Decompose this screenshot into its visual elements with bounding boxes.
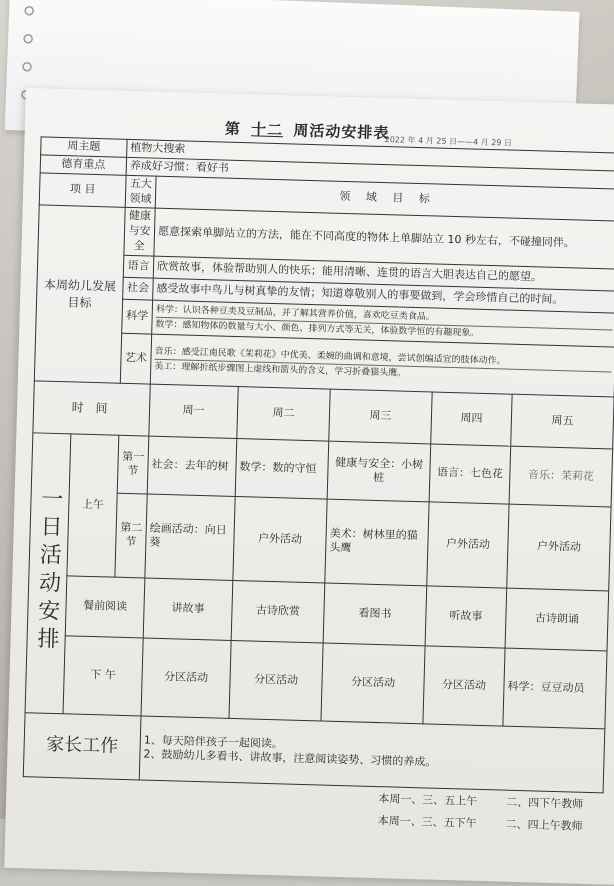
theme-label: 周主题 [41, 137, 127, 157]
afternoon-cell: 分区活动 [141, 638, 231, 718]
parent-work-label: 家长工作 [23, 713, 141, 780]
time-label: 时 间 [33, 381, 150, 436]
daily-schedule-text: 一日活动安排 [33, 486, 64, 656]
afternoon-cell: 分区活动 [423, 646, 505, 726]
pre-meal-cell: 古诗朗诵 [505, 588, 609, 651]
area-health: 健康与安全 [124, 208, 155, 256]
day-header: 周一 [149, 384, 238, 438]
moral-focus-value: 养成好习惯：看好书 [126, 157, 614, 189]
goal-craft-line: 美工：理解折纸步骤图上虚线和箭头的含义，学习折叠猫头鹰。 [154, 361, 407, 379]
parent-work-item: 2、鼓励幼儿多看书、讲故事，注意阅读姿势、习惯的养成。 [143, 747, 437, 770]
session2-cell: 户外活动 [507, 504, 611, 591]
session2-cell: 美术：树林里的猫头鹰 [325, 499, 429, 586]
session1-cell: 音乐：茉莉花 [509, 446, 613, 507]
pre-meal-cell: 讲故事 [143, 578, 233, 640]
footer-note: 本周一、三、五上午 [378, 792, 478, 808]
area-social: 社会 [123, 277, 154, 300]
session1-cell: 社会：去年的树 [147, 436, 237, 496]
parent-work-content [139, 716, 605, 793]
day-header: 周三 [329, 389, 432, 444]
item-header: 项 目 [39, 173, 126, 208]
date-range: 2022 年 4 月 25 日——4 月 29 日 [384, 135, 513, 148]
parent-work-item: 1、每天陪伴孩子一起阅读。 [143, 733, 283, 750]
session1-cell: 健康与安全：小树桩 [327, 441, 431, 502]
goal-health: 愿意探索单脚站立的方法，能在不同高度的物体上单脚站立 10 秒左右，不碰撞同伴。 [154, 209, 614, 269]
goal-social: 感受故事中鸟儿与树真挚的友情；知道尊敬别人的事要做到，学会珍惜自己的时间。 [153, 278, 614, 313]
goal-math-line: 数学：感知物体的数量与大小、颜色、排列方式等无关，体验数学恒的有趣现象。 [155, 319, 480, 339]
footer-note: 二、四上午教师 [505, 817, 583, 833]
area-art: 艺术 [120, 333, 151, 384]
title-suffix: 周活动安排表 [293, 121, 390, 143]
session1-cell: 数学：数的守恒 [235, 438, 329, 499]
schedule-page [4, 88, 614, 886]
session2-label: 第二节 [115, 493, 147, 578]
session2-cell: 户外活动 [233, 496, 327, 583]
schedule-table [23, 136, 614, 793]
moral-focus-label: 德育重点 [40, 155, 126, 175]
session1-label: 第一节 [117, 435, 149, 494]
afternoon-cell: 科学：豆豆动员 [503, 648, 607, 729]
session1-cell: 语言：七色花 [429, 444, 511, 504]
afternoon-cell: 分区活动 [321, 643, 425, 724]
pre-meal-cell: 看图书 [323, 583, 427, 646]
goal-music-line: 音乐：感受江南民歌《茉莉花》中优美、柔婉的曲调和意境，尝试创编适宜的肢体动作。 [154, 344, 611, 372]
morning-label: 上午 [67, 434, 119, 577]
page-title [225, 118, 390, 144]
weekly-goals-label: 本周幼儿发展目标 [34, 205, 125, 383]
session2-cell: 绘画活动：向日葵 [145, 494, 235, 580]
area-science: 科学 [122, 299, 153, 334]
area-language: 语言 [123, 255, 154, 278]
footer-note: 本周一、三、五下午 [377, 814, 477, 830]
footer-note: 二、四下午教师 [506, 795, 584, 811]
day-header: 周四 [431, 392, 512, 446]
session2-cell: 户外活动 [427, 502, 509, 588]
pre-meal-cell: 古诗欣赏 [231, 580, 325, 643]
goal-language: 欣赏故事，体验帮助别人的快乐；能用清晰、连贯的语言大胆表达自己的愿望。 [153, 256, 614, 291]
pre-meal-label: 餐前阅读 [65, 576, 145, 638]
day-header: 周五 [511, 394, 614, 449]
pre-meal-cell: 听故事 [425, 586, 507, 648]
title-week-number: 十二 [250, 120, 284, 140]
goal-science-line: 科学：认识各种豆类及豆制品，并了解其营养价值，喜欢吃豆类食品。 [156, 302, 613, 330]
areas-header: 五大领域 [125, 175, 156, 209]
title-prefix: 第 [224, 119, 242, 139]
goals-header: 领 域 目 标 [155, 176, 614, 222]
afternoon-label: 下 午 [63, 636, 143, 716]
theme-value: 植物大搜索 [127, 139, 614, 171]
day-header: 周二 [237, 386, 330, 441]
afternoon-cell: 分区活动 [229, 640, 323, 721]
